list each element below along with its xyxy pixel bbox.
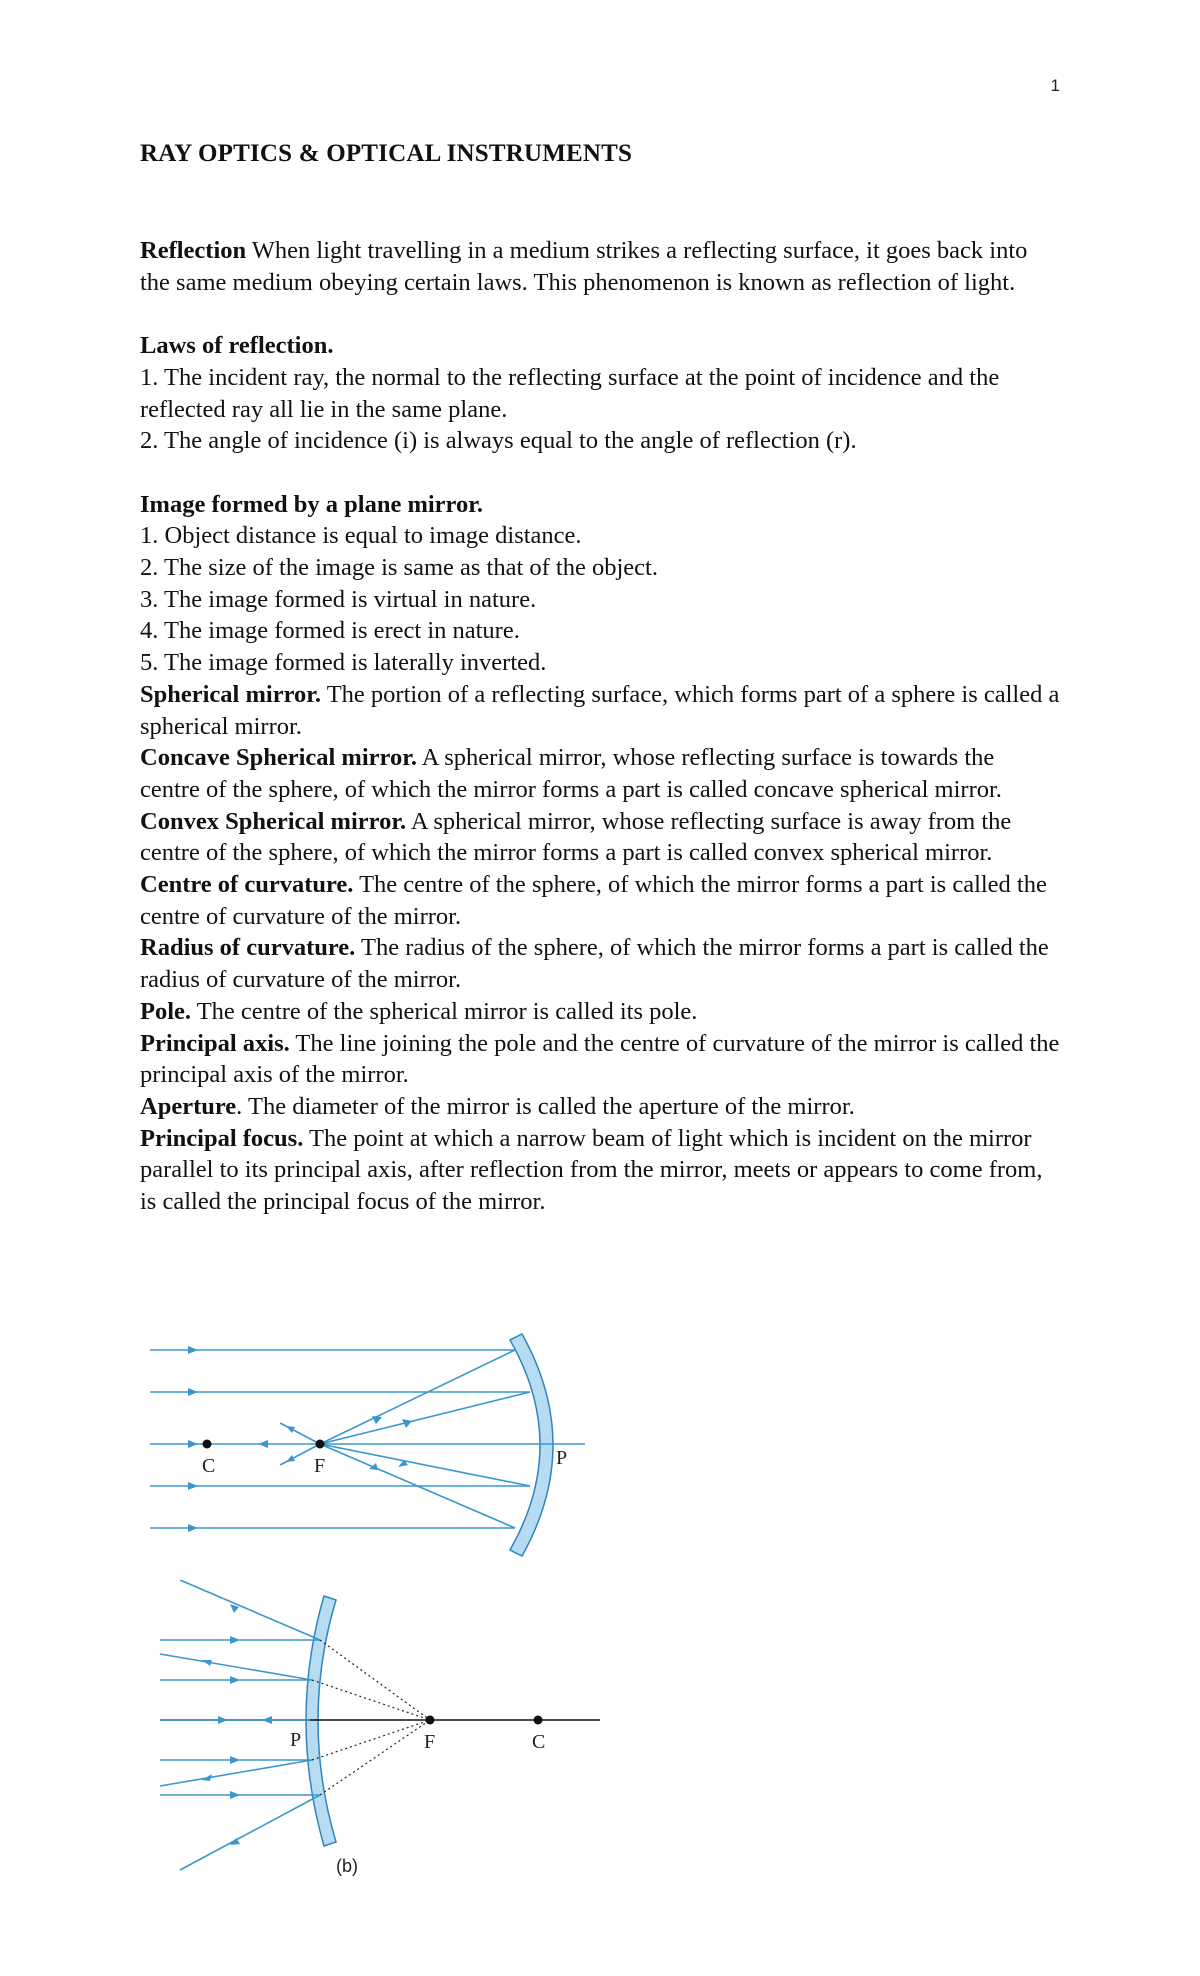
label-p: P bbox=[556, 1447, 568, 1469]
concave-mirror bbox=[510, 1334, 553, 1556]
definition-spherical-mirror: Spherical mirror. The portion of a reflecting surface, which forms part of a sphere is called a spherical mirror. bbox=[140, 680, 1060, 740]
concave-mirror-diagram bbox=[140, 1330, 600, 1570]
plane-mirror-item: 3. The image formed is virtual in nature. bbox=[140, 585, 537, 613]
plane-mirror-item: 2. The size of the image is same as that of the object. bbox=[140, 554, 658, 581]
label-c: C bbox=[202, 1455, 216, 1477]
virtual-ray-extensions bbox=[312, 1640, 430, 1795]
centre-of-curvature-point bbox=[203, 1440, 212, 1449]
plane-mirror-heading: Image formed by a plane mirror. bbox=[140, 490, 483, 518]
centre-of-curvature-point bbox=[534, 1716, 543, 1725]
definition-pole: Pole. The centre of the spherical mirror is called its pole. bbox=[140, 997, 698, 1025]
definition-concave-mirror: Concave Spherical mirror. A spherical mirror, whose reflecting surface is towards the centre of the sphere, of which the mirror forms a part is called concave spherical mirror. bbox=[140, 744, 1002, 803]
label-f: F bbox=[424, 1731, 436, 1753]
focus-point bbox=[316, 1440, 325, 1449]
plane-mirror-item: 5. The image formed is laterally inverted. bbox=[140, 649, 547, 677]
label-f: F bbox=[314, 1455, 326, 1477]
definition-radius-of-curvature: Radius of curvature. The radius of the sphere, of which the mirror forms a part is called the radius of curvature of the mirror. bbox=[140, 934, 1049, 994]
law-item: 2. The angle of incidence (i) is always equal to the angle of reflection (r). bbox=[140, 427, 857, 455]
reflection-paragraph bbox=[140, 235, 1060, 298]
definition-aperture: Aperture. The diameter of the mirror is called the aperture of the mirror. bbox=[140, 1092, 855, 1120]
page-number: 1 bbox=[1050, 76, 1060, 95]
focus-point bbox=[426, 1716, 435, 1725]
incident-arrows bbox=[188, 1346, 198, 1532]
laws-heading: Laws of reflection. bbox=[140, 332, 334, 360]
label-c: C bbox=[532, 1731, 546, 1753]
law-item: 1. The incident ray, the normal to the reflecting surface at the point of incidence and the reflected ray all lie in the same plane. bbox=[140, 363, 1000, 423]
reflected-rays bbox=[160, 1580, 320, 1870]
label-p: P bbox=[290, 1729, 302, 1751]
definition-centre-of-curvature: Centre of curvature. The centre of the sphere, of which the mirror forms a part is called the centre of curvature of the mirror. bbox=[140, 871, 1047, 930]
convex-mirror-diagram bbox=[140, 1580, 610, 1880]
convex-mirror bbox=[306, 1596, 336, 1846]
reflected-rays bbox=[280, 1350, 530, 1528]
document-title: RAY OPTICS & OPTICAL INSTRUMENTS bbox=[140, 140, 633, 167]
definition-principal-axis: Principal axis. The line joining the pole and the centre of curvature of the mirror is called the principal axis of the mirror. bbox=[140, 1029, 1060, 1089]
reflection-term: Reflection bbox=[140, 237, 247, 264]
plane-mirror-item: 1. Object distance is equal to image distance. bbox=[140, 522, 582, 550]
plane-mirror-item: 4. The image formed is erect in nature. bbox=[140, 617, 520, 645]
definition-convex-mirror: Convex Spherical mirror. A spherical mirror, whose reflecting surface is away from the centre of the sphere, of which the mirror forms a part is called convex spherical mirror. bbox=[140, 807, 1012, 867]
document-body bbox=[140, 235, 1060, 1218]
definition-principal-focus: Principal focus. The point at which a narrow beam of light which is incident on the mirror parallel to its principal axis, after reflection from the mirror, meets or appears to come from, is called the principal focus of the mirror. bbox=[140, 1124, 1043, 1216]
figure-caption: (b) bbox=[336, 1856, 358, 1876]
reflection-text: When light travelling in a medium strikes a reflecting surface, it goes back into the same medium obeying certain laws. This phenomenon is known as reflection of light. bbox=[140, 237, 1028, 296]
